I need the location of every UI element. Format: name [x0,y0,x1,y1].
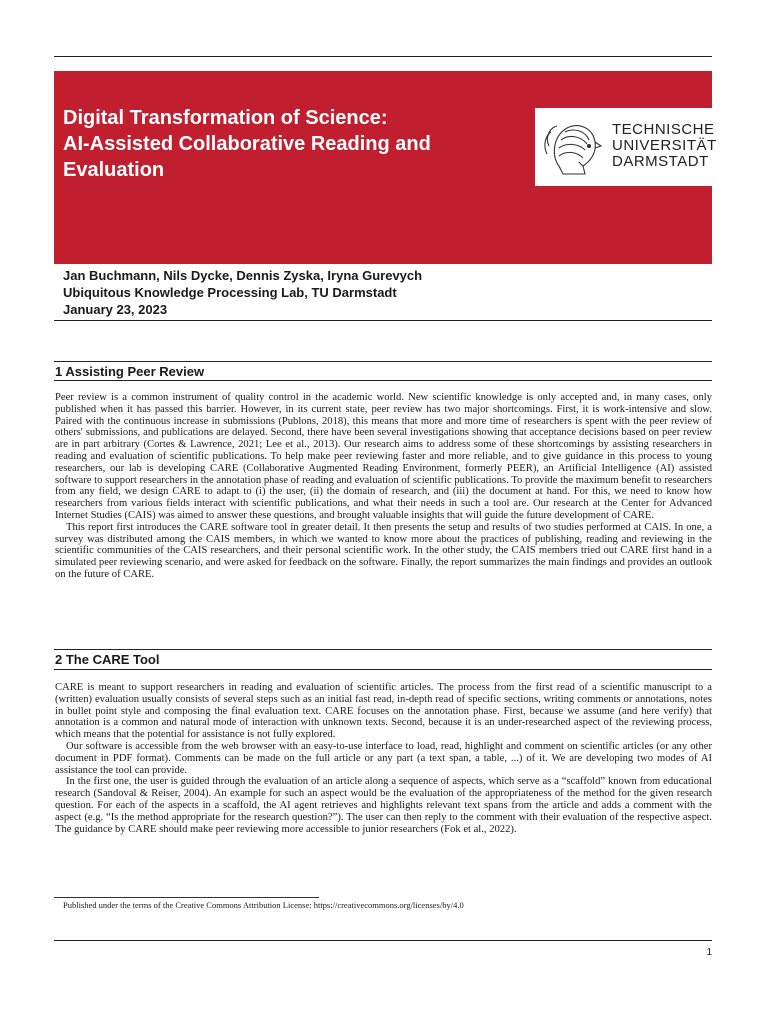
tu-darmstadt-logo [535,108,717,186]
authors: Jan Buchmann, Nils Dycke, Dennis Zyska, Iryna Gurevych [63,268,423,283]
page-number: 1 [706,947,712,958]
section-heading: 2 The CARE Tool [55,652,160,667]
author-block [63,267,422,318]
title-line: Digital Transformation of Science: [63,107,388,129]
header-rule [54,320,712,321]
paragraph: Peer review is a common instrument of quality control in the academic world. New scientific knowledge is only accepted and, in many cases, only published when it has passed this barrier. However, in its current state, peer review has two major shortcomings. First, it is work-intensive and slow. Paired with the continuous increase in submissions (Publons, 2018), this means that more and more time of researchers is spent with the peer review of others' submissions, and publications are delayed. Second, there have been several investigations showing that acceptance decisions based on peer review are in part arbitrary (Cortes & Lawrence, 2021; Lee et al., 2013). Our research aims to address some of these shortcomings by assisting researchers in reading and evaluation of scientific publications. To help make peer reviewing faster and more reliable, and to give guidance in this process to young researchers, our lab is developing CARE (Collaborative Augmented Reading Environment, formerly PEER), an Artificial Intelligence (AI) assisted software to support researchers in the annotation phase of reading and evaluation of scientific publications. To provide the maximum benefit to researchers from any field, we design CARE to adapt to (i) the user, (ii) the domain of research, and (iii) the document at hand. For this, we need to know how researchers from various fields interact with scientific publications, and what their needs in such a tool are. Our research at the Center for Advanced Internet Studies (CAIS) was aimed to answer these questions, and brought valuable insights that will guide the future development of CARE. [55,392,712,521]
section-rule [54,649,712,650]
section-body [55,392,712,581]
title-line: AI-Assisted Collaborative Reading and [63,133,431,155]
date: January 23, 2023 [63,302,168,317]
athena-head-icon [539,116,605,178]
logo-text-line: TECHNISCHE [612,121,715,138]
paragraph: This report first introduces the CARE software tool in greater detail. It then presents the setup and results of two studies performed at CAIS. In one, a survey was distributed among the CAIS members, in which we wanted to know more about the practices of publishing, reading and reviewing in the scientific communities of the CAIS researchers, and their personal scientific work. In the other study, the CAIS members tried out CARE first hand in a simulated peer reviewing scenario, and were asked for feedback on the software. Finally, the report summarizes the main findings and provides an outlook on the future of CARE. [55,521,712,580]
paragraph: In the first one, the user is guided through the evaluation of an article along a sequence of aspects, which serve as a “scaffold” known from educational research (Sandoval & Reiser, 2004). An example for such an aspect would be the evaluation of the appropriateness of the method for the given research question. For each of the aspects in a scaffold, the AI agent retrieves and highlights relevant text spans from the article and adds a comment with the aspect (e.g. “Is the method appropriate for the research question?”). The user can then reply to the comment with their evaluation of the respective aspect. The guidance by CARE should make peer reviewing more accessible to junior researchers (Fok et al., 2022). [55,776,712,835]
section-body [55,682,712,835]
section-rule [54,361,712,362]
footnote-rule [54,897,319,898]
title-banner [54,71,717,264]
footer-rule [54,940,712,941]
logo-text-line: DARMSTADT [612,153,709,170]
logo-text-line: UNIVERSITÄT [612,137,717,154]
top-rule [54,56,712,57]
paragraph: CARE is meant to support researchers in reading and evaluation of scientific articles. The process from the first read of a scientific manuscript to a (written) evaluation usually consists of several steps such as an initial fast read, in-depth read of specific sections, writing comments or annotations, notes in bullet point style and composing the final evaluation text. CARE focuses on the annotation phase. First, because we assume (and here verify) that annotation is a common and natural mode of interaction with unknown texts. Second, because it is an under-researched aspect of the reviewing process, which means that the potential for assistance is not fully explored. [55,682,712,741]
paragraph: Our software is accessible from the web browser with an easy-to-use interface to load, read, highlight and comment on scientific articles (or any other document in PDF format). Comments can be made on the full article or any part (a text span, a table, ...) of it. We are developing two modes of AI assistance the tool can provide. [55,740,712,776]
affiliation: Ubiquitous Knowledge Processing Lab, TU Darmstadt [63,285,397,300]
title-line: Evaluation [63,159,165,181]
section-rule [54,669,712,670]
section-rule [54,380,712,381]
license-footnote: Published under the terms of the Creative Commons Attribution License: https://creativecommons.org/licenses/by/4.0 [63,900,464,910]
section-heading: 1 Assisting Peer Review [55,364,205,379]
paper-title [63,105,483,183]
logo-text [612,122,717,170]
